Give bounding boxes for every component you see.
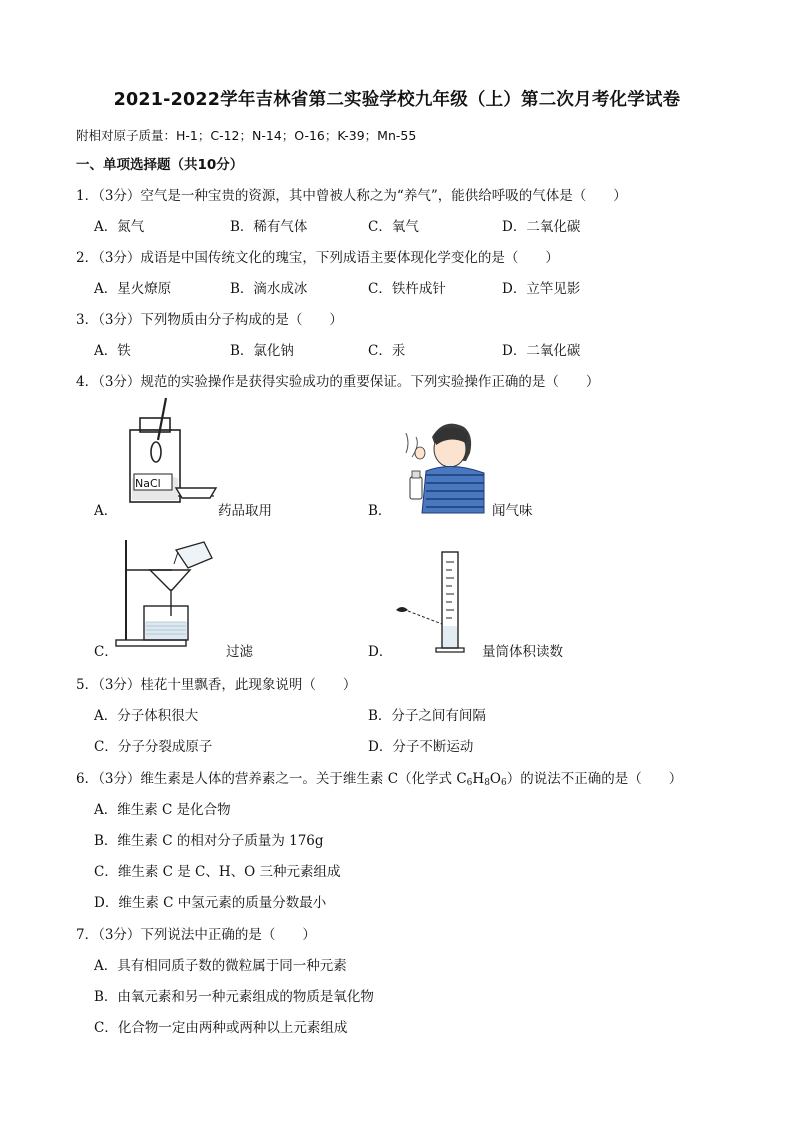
q6-stem-part-b: ）的说法不正确的是（ ） bbox=[506, 771, 683, 787]
nacl-label: NaCl bbox=[135, 477, 161, 490]
atomic-mass-note: 附相对原子质量：H-1；C-12；N-14；O-16；K-39；Mn-55 bbox=[76, 128, 417, 143]
question-1-stem: 1．（3分）空气是一种宝贵的资源，其中曾被人称之为“养气”，能供给呼吸的气体是（ ） bbox=[76, 188, 627, 204]
question-5-stem: 5．（3分）桂花十里飘香，此现象说明（ ） bbox=[76, 677, 357, 693]
filtration-illustration bbox=[112, 530, 232, 650]
q2-option-b: B．滴水成冰 bbox=[230, 281, 308, 297]
q7-option-c: C．化合物一定由两种或两种以上元素组成 bbox=[94, 1020, 348, 1036]
q4-caption-c: 过滤 bbox=[226, 644, 253, 660]
q7-option-a: A．具有相同质子数的微粒属于同一种元素 bbox=[94, 958, 347, 974]
q6-formula-h: H bbox=[472, 771, 485, 787]
q2-option-c: C．铁杵成针 bbox=[368, 281, 446, 297]
q3-option-c: C．汞 bbox=[368, 343, 406, 359]
q4-caption-d: 量筒体积读数 bbox=[482, 644, 563, 660]
q3-option-b: B．氯化钠 bbox=[230, 343, 294, 359]
q4-caption-b: 闻气味 bbox=[492, 503, 533, 519]
q5-option-b: B．分子之间有间隔 bbox=[368, 708, 486, 724]
q4-option-b: B． bbox=[368, 503, 392, 519]
q6-formula-o: O bbox=[489, 771, 501, 787]
q5-option-a: A．分子体积很大 bbox=[94, 708, 199, 724]
q6-option-a: A．维生素 C 是化合物 bbox=[94, 802, 231, 818]
q3-option-d: D．二氧化碳 bbox=[502, 343, 581, 359]
reagent-bottle-illustration bbox=[118, 400, 238, 510]
question-7-stem: 7．（3分）下列说法中正确的是（ ） bbox=[76, 927, 316, 943]
student-smelling-illustration bbox=[392, 417, 492, 517]
q6-formula-sub-o: 6 bbox=[501, 778, 507, 788]
q4-option-a: A． bbox=[94, 503, 118, 519]
q6-formula-sub-c: 6 bbox=[466, 778, 473, 788]
q4-option-d: D． bbox=[368, 644, 393, 660]
q6-stem-part-a: 6．（3分）维生素是人体的营养素之一。关于维生素 C（化学式 C bbox=[76, 771, 467, 787]
q7-option-b: B．由氧元素和另一种元素组成的物质是氧化物 bbox=[94, 989, 374, 1005]
q4-option-c: C． bbox=[94, 644, 118, 660]
question-4-stem: 4．（3分）规范的实验操作是获得实验成功的重要保证。下列实验操作正确的是（ ） bbox=[76, 374, 600, 390]
question-6-stem bbox=[76, 770, 682, 792]
question-2-stem: 2．（3分）成语是中国传统文化的瑰宝，下列成语主要体现化学变化的是（ ） bbox=[76, 250, 559, 266]
section-heading: 一、单项选择题（共10分） bbox=[76, 157, 244, 173]
q6-option-b: B．维生素 C 的相对分子质量为 176g bbox=[94, 833, 324, 849]
q1-option-b: B．稀有气体 bbox=[230, 219, 308, 235]
q6-option-c: C．维生素 C 是 C、H、O 三种元素组成 bbox=[94, 864, 341, 880]
q6-option-d: D．维生素 C 中氢元素的质量分数最小 bbox=[94, 895, 327, 911]
q6-formula-sub-h: 8 bbox=[484, 778, 490, 788]
q2-option-a: A．星火燎原 bbox=[94, 281, 172, 297]
q5-option-d: D．分子不断运动 bbox=[368, 739, 474, 755]
q2-option-d: D．立竿见影 bbox=[502, 281, 581, 297]
q1-option-d: D．二氧化碳 bbox=[502, 219, 581, 235]
q1-option-c: C．氧气 bbox=[368, 219, 419, 235]
q4-caption-a: 药品取用 bbox=[218, 503, 272, 519]
question-3-stem: 3．（3分）下列物质由分子构成的是（ ） bbox=[76, 312, 343, 328]
q3-option-a: A．铁 bbox=[94, 343, 131, 359]
graduated-cylinder-illustration bbox=[392, 548, 482, 658]
q5-option-c: C．分子分裂成原子 bbox=[94, 739, 213, 755]
q1-option-a: A．氮气 bbox=[94, 219, 145, 235]
exam-title: 2021-2022学年吉林省第二实验学校九年级（上）第二次月考化学试卷 bbox=[113, 90, 681, 110]
